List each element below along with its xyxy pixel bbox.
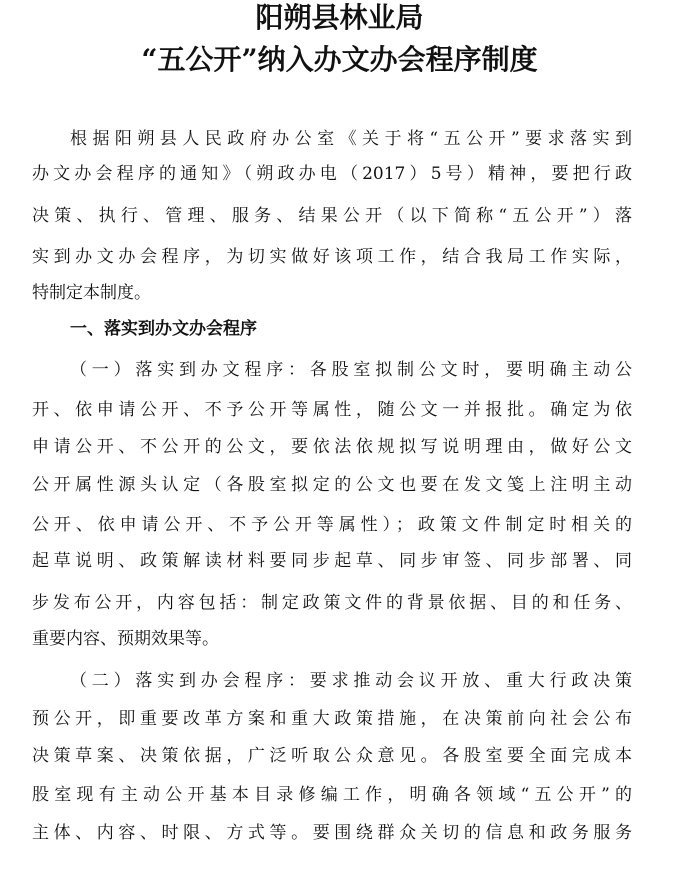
document-title-org: 阳朔县林业局	[255, 1, 424, 34]
section-heading: 一、落实到办文办会程序	[70, 319, 257, 339]
intro-line: 根据阳朔县人民政府办公室《关于将“五公开”要求落实到	[70, 129, 632, 149]
paragraph-line: 开、依申请公开、不予公开等属性，随公文一并报批。确定为依	[32, 400, 632, 420]
paragraph-line: 股室现有主动公开基本目录修编工作，明确各领域“五公开”的	[32, 785, 632, 805]
document-title-main: “五公开”纳入办文办会程序制度	[141, 43, 538, 76]
paragraph-line: 起草说明、政策解读材料要同步起草、同步审签、同步部署、同	[32, 551, 632, 571]
paragraph-line: 重要内容、预期效果等。	[32, 629, 219, 649]
intro-line: 决策、执行、管理、服务、结果公开（以下简称“五公开”）落	[32, 206, 632, 226]
intro-line: 实到办文办会程序，为切实做好该项工作，结合我局工作实际，	[32, 247, 632, 267]
paragraph-line: （二）落实到办会程序：要求推动会议开放、重大行政决策	[70, 671, 632, 691]
paragraph-line: 公开、依申请公开、不予公开等属性）；政策文件制定时相关的	[32, 515, 632, 535]
intro-line: 特制定本制度。	[32, 283, 151, 303]
paragraph-line: （一）落实到办文程序：各股室拟制公文时，要明确主动公	[70, 360, 632, 380]
paragraph-line: 预公开，即重要改革方案和重大政策措施，在决策前向社会公布	[32, 709, 632, 729]
paragraph-line: 决策草案、决策依据，广泛听取公众意见。各股室要全面完成本	[32, 746, 632, 766]
paragraph-line: 主体、内容、时限、方式等。要围绕群众关切的信息和政务服务	[32, 823, 632, 843]
paragraph-line: 步发布公开，内容包括：制定政策文件的背景依据、目的和任务、	[32, 593, 632, 613]
paragraph-line: 申请公开、不公开的公文，要依法依规拟写说明理由，做好公文	[32, 437, 632, 457]
intro-line: 办文办会程序的通知》（朔政办电（2017）5号）精神，要把行政	[32, 164, 632, 184]
paragraph-line: 公开属性源头认定（各股室拟定的公文也要在发文笺上注明主动	[32, 475, 632, 495]
